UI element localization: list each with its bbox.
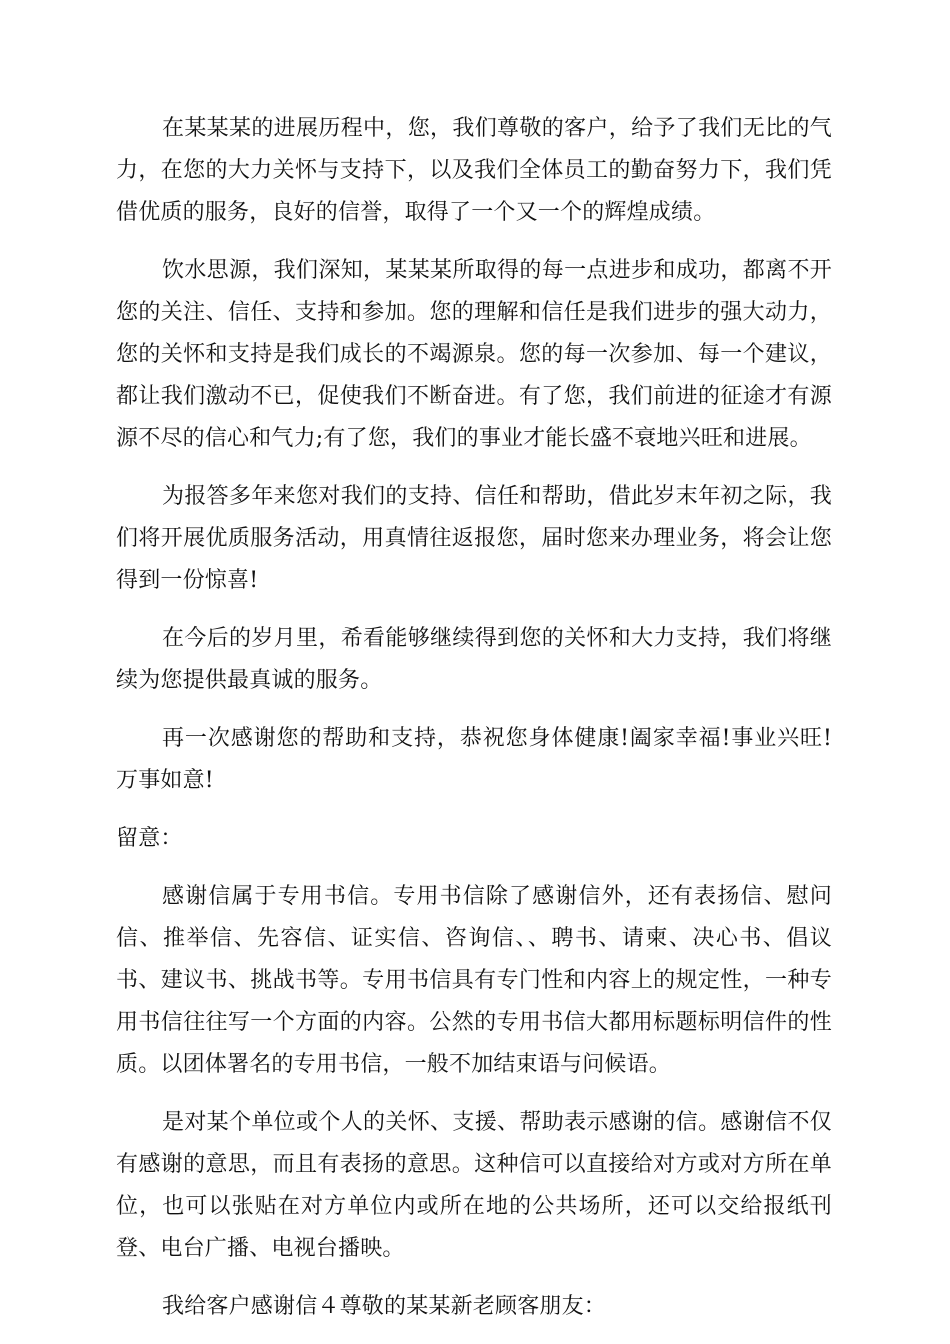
paragraph-closing-wishes: 再一次感谢您的帮助和支持，恭祝您身体健康!阖家幸福!事业兴旺!万事如意! bbox=[116, 726, 832, 793]
paragraph-future-support: 在今后的岁月里，希看能够继续得到您的关怀和大力支持，我们将继续为您提供最真诚的服务。 bbox=[116, 626, 832, 693]
paragraph-gratitude: 饮水思源，我们深知，某某某所取得的每一点进步和成功，都离不开您的关注、信任、支持和参加。您的理解和信任是我们进步的强大动力，您的关怀和支持是我们成长的不竭源泉。您的每一次参加、每一个建议，都让我们激动不已，促使我们不断奋进。有了您，我们前进的征途才有源源不尽的信心和气力;有了您，我们的事业才能长盛不衰地兴旺和进展。 bbox=[116, 258, 832, 451]
paragraph-letter-purpose: 是对某个单位或个人的关怀、支援、帮助表示感谢的信。感谢信不仅有感谢的意思，而且有表扬的意思。这种信可以直接给对方或对方所在单位，也可以张贴在对方单位内或所在地的公共场所，还可以交给报纸刊登、电台广播、电视台播映。 bbox=[116, 1110, 832, 1261]
paragraph-service-activity: 为报答多年来您对我们的支持、信任和帮助，借此岁末年初之际，我们将开展优质服务活动，用真情往返报您，届时您来办理业务，将会让您得到一份惊喜! bbox=[116, 484, 832, 593]
paragraph-next-letter-greeting: 我给客户感谢信４尊敬的某某新老顾客朋友： bbox=[162, 1294, 607, 1319]
paragraph-letter-types: 感谢信属于专用书信。专用书信除了感谢信外，还有表扬信、慰问信、推举信、先容信、证实信、咨询信、、聘书、请柬、决心书、倡议书、建议书、挑战书等。专用书信具有专门性和内容上的规定性，一种专用书信往往写一个方面的内容。公然的专用书信大都用标题标明信件的性质。以团体署名的专用书信，一般不加结束语与问候语。 bbox=[116, 884, 832, 1077]
document-body bbox=[116, 108, 832, 1344]
note-heading: 留意： bbox=[116, 826, 183, 851]
paragraph-achievements: 在某某某的进展历程中，您，我们尊敬的客户，给予了我们无比的气力，在您的大力关怀与支持下，以及我们全体员工的勤奋努力下，我们凭借优质的服务，良好的信誉，取得了一个又一个的辉煌成绩。 bbox=[116, 116, 832, 225]
